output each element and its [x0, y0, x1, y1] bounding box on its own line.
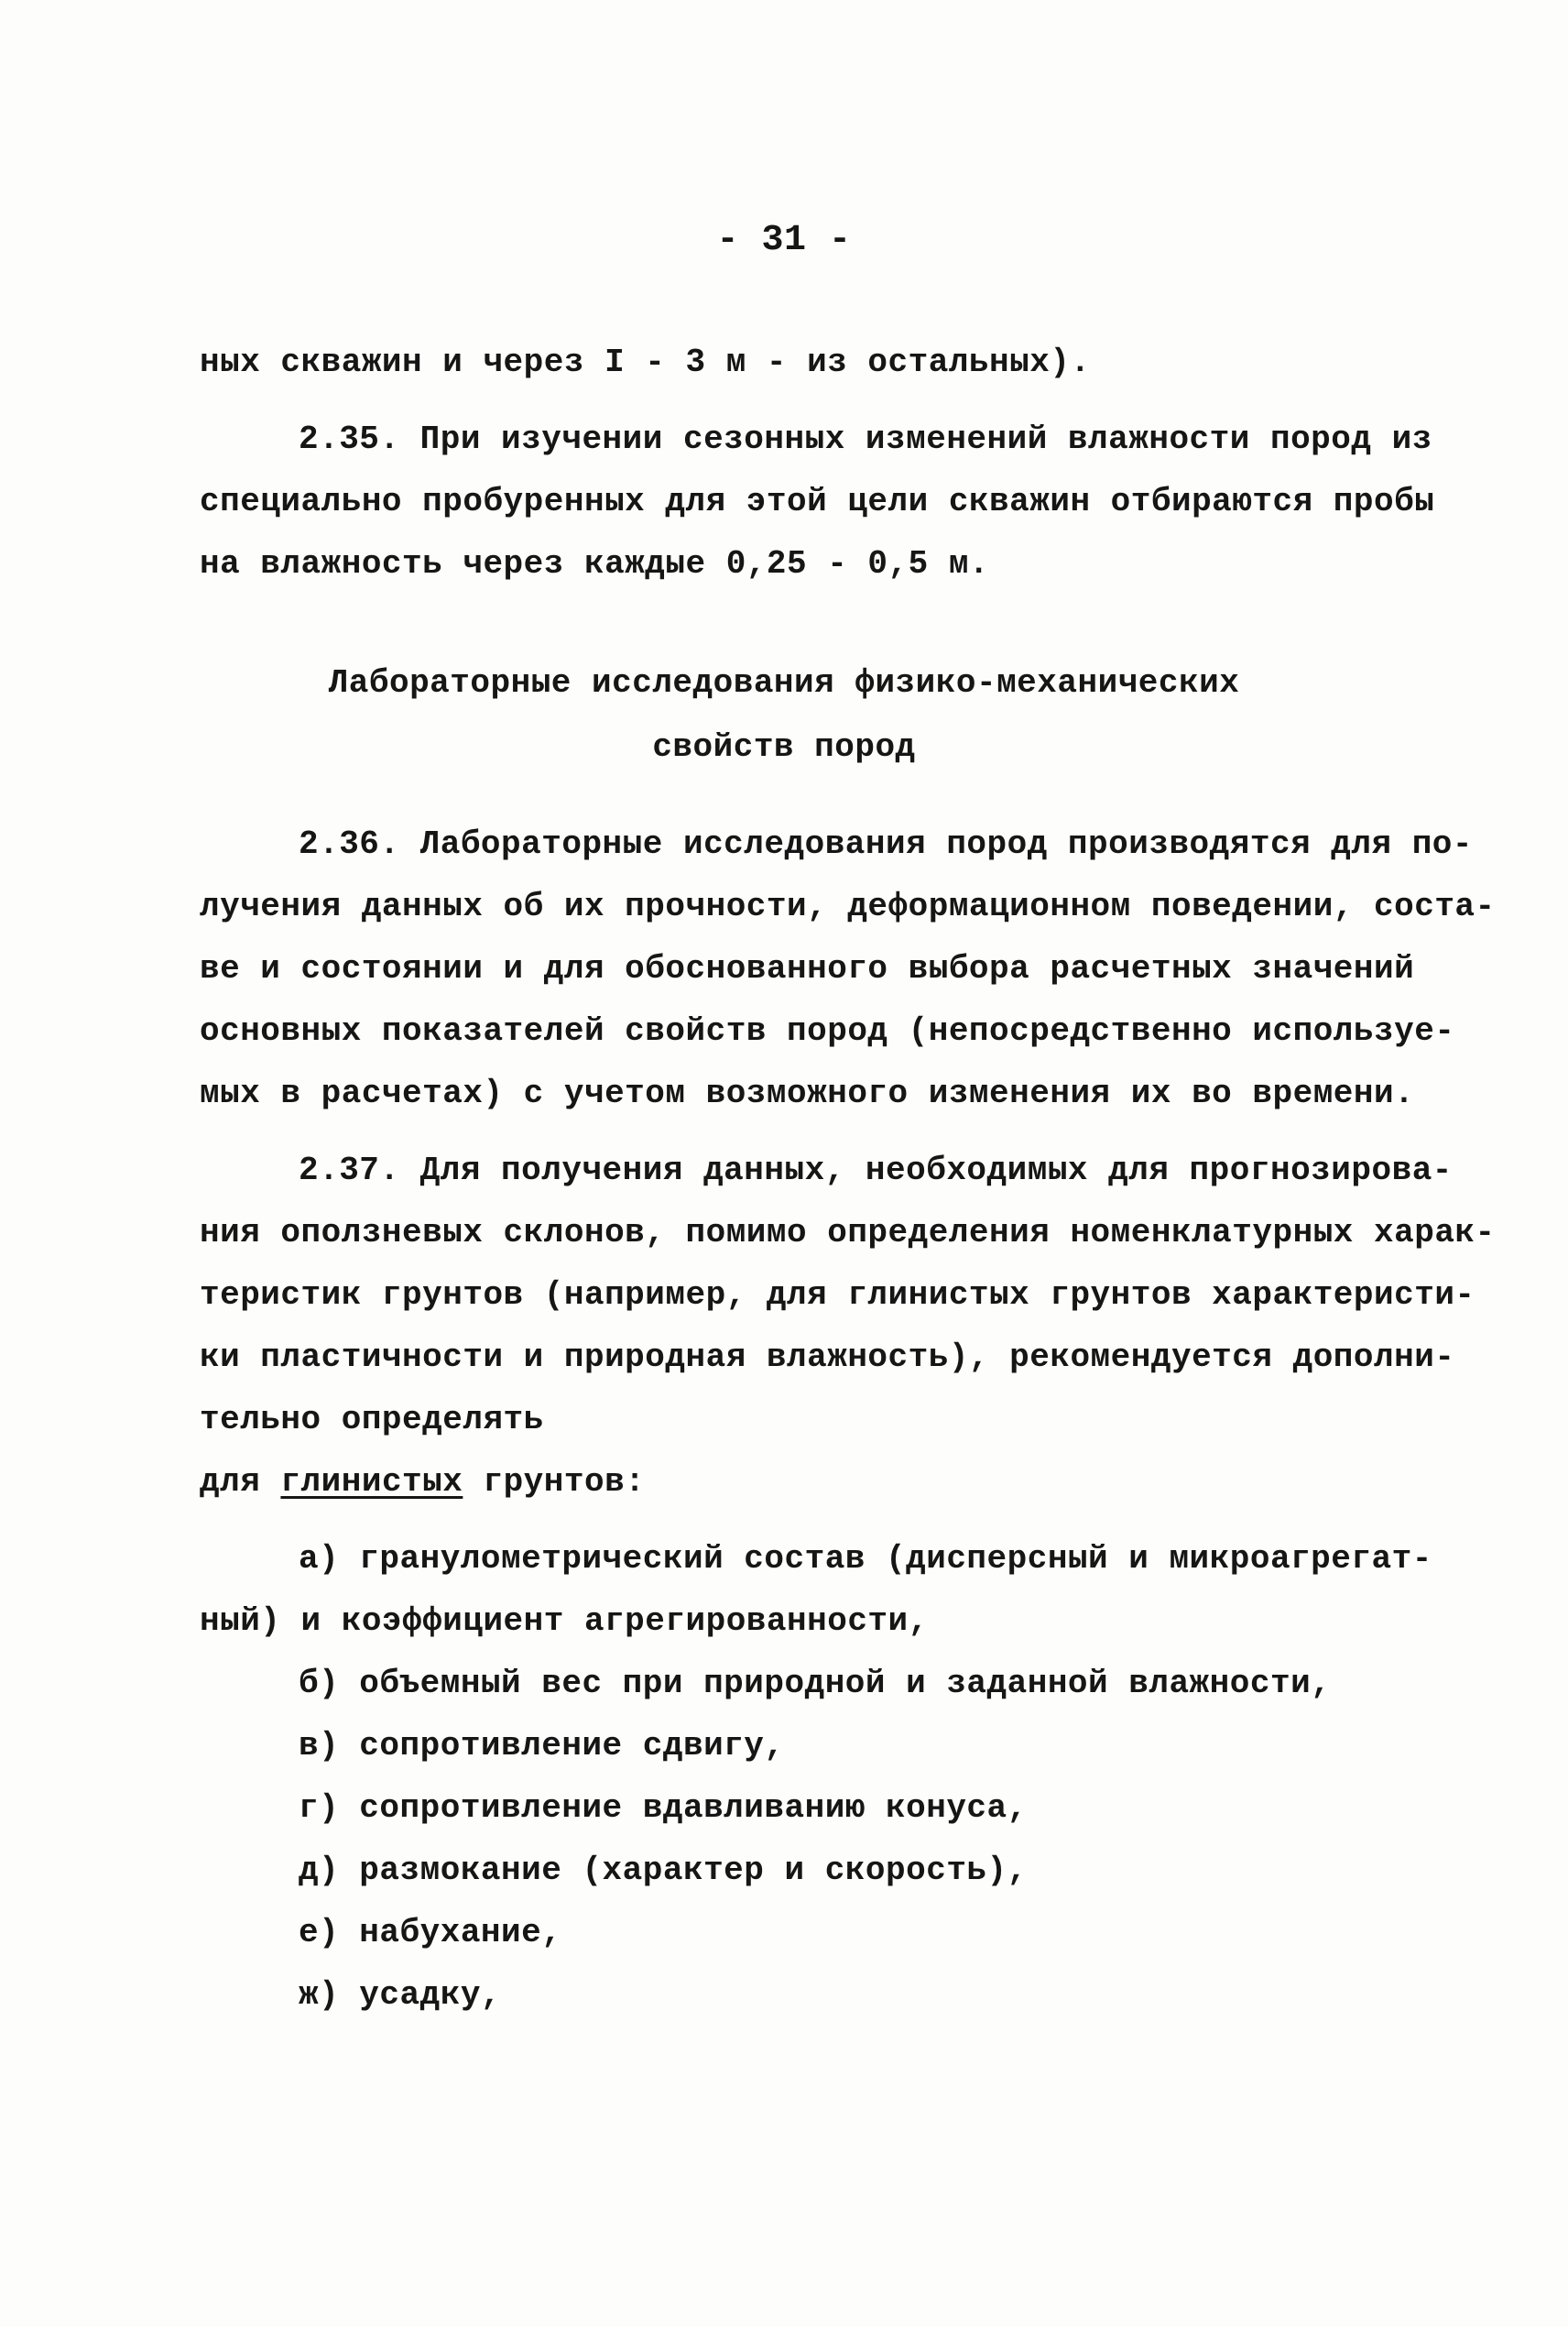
list-item-g: г) сопротивление вдавливанию конуса, — [299, 1789, 1028, 1827]
paragraph-2-37-line-2: ния оползневых склонов, помимо определения номенклатурных харак- — [200, 1214, 1496, 1251]
clay-soils-intro — [200, 1460, 645, 1504]
clay-soils-intro-prefix: для — [200, 1463, 281, 1501]
page-number: - 31 - — [716, 220, 852, 261]
paragraph-2-36-line-4: основных показателей свойств пород (непосредственно используе- — [200, 1012, 1455, 1050]
list-item-a-line-2: ный) и коэффициент агрегированности, — [200, 1602, 929, 1640]
list-item-a-line-1: а) гранулометрический состав (дисперсный и микроагрегат- — [299, 1540, 1432, 1578]
continuation-line: ных скважин и через I - 3 м - из остальных). — [200, 344, 1091, 381]
paragraph-2-35-line-3: на влажность через каждые 0,25 - 0,5 м. — [200, 545, 990, 583]
section-heading-line-1: Лабораторные исследования физико-механических — [328, 664, 1240, 702]
paragraph-2-35-line-1: 2.35. При изучении сезонных изменений влажности пород из — [299, 421, 1432, 458]
paragraph-2-36-line-1: 2.36. Лабораторные исследования пород производятся для по- — [299, 825, 1474, 863]
list-item-d: д) размокание (характер и скорость), — [299, 1852, 1028, 1889]
section-heading-line-2: свойств пород — [652, 728, 916, 766]
list-item-e: е) набухание, — [299, 1914, 562, 1951]
paragraph-2-37-line-5: тельно определять — [200, 1401, 544, 1438]
list-item-zh: ж) усадку, — [299, 1976, 502, 2014]
paragraph-2-37-line-3: теристик грунтов (например, для глинистых грунтов характеристи- — [200, 1276, 1475, 1314]
paragraph-2-35-line-2: специально пробуренных для этой цели скважин отбираются пробы — [200, 483, 1435, 520]
clay-soils-intro-suffix: грунтов: — [463, 1463, 646, 1501]
list-item-b: б) объемный вес при природной и заданной влажности, — [299, 1665, 1332, 1702]
paragraph-2-36-line-2: лучения данных об их прочности, деформационном поведении, соста- — [200, 888, 1496, 925]
list-item-v: в) сопротивление сдвигу, — [299, 1727, 785, 1764]
paragraph-2-37-line-4: ки пластичности и природная влажность), рекомендуется дополни- — [200, 1338, 1455, 1376]
paragraph-2-36-line-5: мых в расчетах) с учетом возможного изменения их во времени. — [200, 1075, 1415, 1112]
paragraph-2-36-line-3: ве и состоянии и для обоснованного выбора расчетных значений — [200, 950, 1415, 988]
paragraph-2-37-line-1: 2.37. Для получения данных, необходимых для прогнозирова- — [299, 1152, 1453, 1189]
clay-soils-intro-underlined: глинистых — [280, 1463, 463, 1501]
